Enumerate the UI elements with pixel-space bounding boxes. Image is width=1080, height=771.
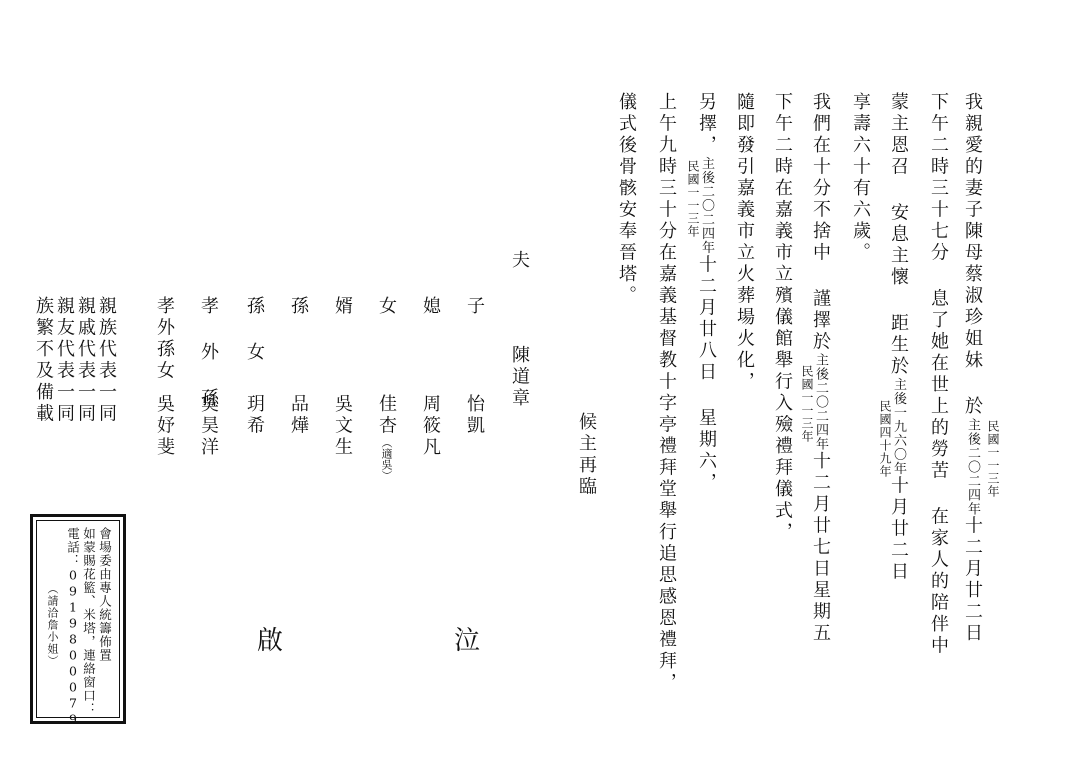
- message-line-9: 上午九時三十分在嘉義基督教十字亭禮拜堂舉行追思感恩禮拜，: [656, 92, 677, 694]
- message-line-1: 我親愛的妻子陳母蔡淑珍姐妹 於主後二〇二四年十二月廿二日: [962, 92, 983, 645]
- friends-representative: 親友代表一同: [54, 296, 75, 425]
- message-line-5-sub: 民國一一三年: [800, 365, 814, 443]
- message-line-3-sub: 民國四十九年: [878, 400, 892, 478]
- notice-announce-text: 啟: [257, 626, 284, 656]
- message-line-8: 另擇，主後二〇二四年十二月廿八日 星期六，: [696, 92, 717, 494]
- family-name-grandson: 品燁: [288, 394, 309, 437]
- family-name-granddaughter: 玥希: [244, 394, 265, 437]
- family-role-grandson-maternal: 孝 外 孫: [198, 296, 219, 410]
- family-role-daughter: 女: [376, 296, 397, 318]
- message-line-7: 隨即發引嘉義市立火葬場火化，: [734, 92, 755, 393]
- family-name-grandson-maternal: 吳昊洋: [198, 394, 219, 459]
- await-return-text: 候主再臨: [576, 412, 597, 498]
- family-role-daughter-in-law: 媳: [420, 296, 441, 318]
- too-many-to-list: 族繁不及備載: [33, 296, 54, 425]
- family-role-son: 子: [464, 296, 485, 318]
- notice-phone: 電話：0919800079: [65, 527, 81, 728]
- family-name-son-in-law: 吳文生: [332, 394, 353, 459]
- message-line-1-sub: 民國一一三年: [986, 420, 1000, 498]
- floral-notice-box: [30, 514, 126, 728]
- family-name-son: 怡凱: [464, 394, 485, 437]
- family-role-grandson: 孫: [288, 296, 309, 318]
- notice-line-1: 會場委由專人統籌佈置: [97, 527, 113, 662]
- family-name-daughter-in-law: 周筱凡: [420, 394, 441, 459]
- family-name-husband: 陳道章: [509, 345, 530, 410]
- kin-representative: 親戚代表一同: [75, 296, 96, 425]
- message-line-3: 蒙主恩召 安息主懷 距生於主後一九六〇年十月廿二日: [888, 92, 909, 583]
- family-role-husband: 夫: [509, 250, 530, 272]
- family-role-granddaughter-maternal: 孝外孫女: [154, 296, 175, 382]
- message-line-8-sub: 民國一一三年: [686, 160, 700, 238]
- message-line-10: 儀式後骨骸安奉晉塔。: [616, 92, 637, 307]
- date-lunar-note: 主後二〇二四年: [965, 417, 980, 516]
- relatives-representative: 親族代表一同: [96, 296, 117, 425]
- notice-contact-person: （請洽詹小姐）: [46, 583, 59, 667]
- family-name-granddaughter-maternal: 吳妤斐: [154, 394, 175, 459]
- family-role-son-in-law: 婿: [332, 296, 353, 318]
- notice-line-2: 如蒙賜花籃、米塔，連絡窗口：: [81, 527, 97, 716]
- family-name-daughter: 佳杏（適吳）: [376, 394, 397, 481]
- mourner-weep-text: 泣: [454, 626, 481, 656]
- message-line-5: 我們在十分不捨中 謹擇於主後二〇二四年十二月廿七日星期五: [810, 92, 831, 645]
- message-line-2: 下午二時三十七分 息了她在世上的勞苦 在家人的陪伴中: [928, 92, 949, 657]
- message-line-4: 享壽六十有六歲。: [850, 92, 871, 264]
- family-role-granddaughter: 孫 女: [244, 296, 265, 364]
- message-line-6: 下午二時在嘉義市立殯儀館舉行入殮禮拜儀式，: [772, 92, 793, 544]
